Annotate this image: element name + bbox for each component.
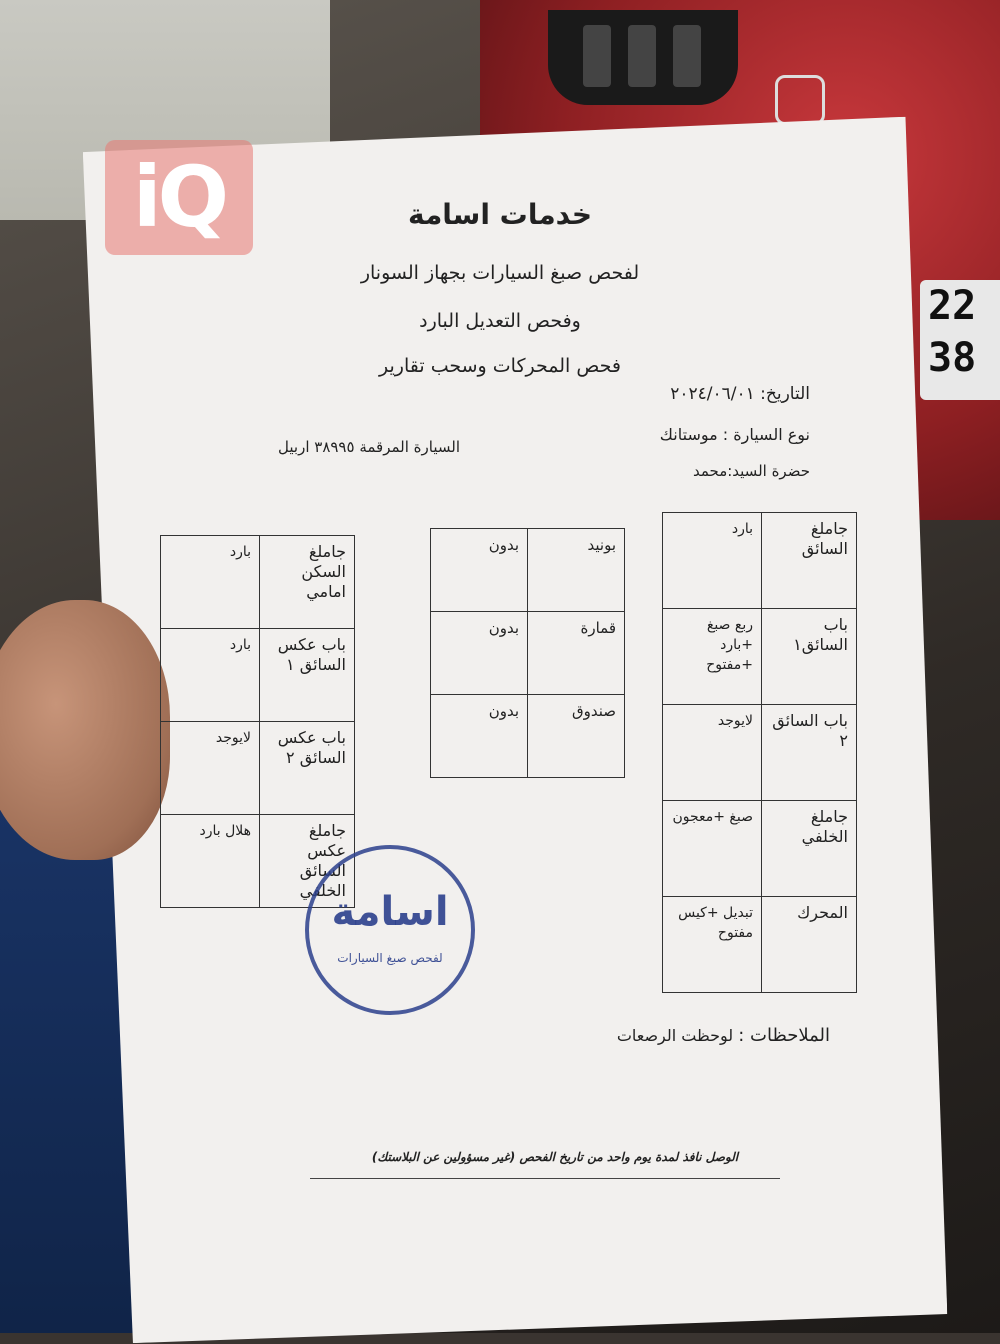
service-line-1: لفحص صبغ السيارات بجهاز السونار <box>360 262 640 284</box>
customer-name-field: حضرة السيد:محمد <box>692 462 810 480</box>
part-status: بارد <box>663 513 762 609</box>
part-label: بونيد <box>528 529 625 612</box>
part-label: قمارة <box>528 612 625 695</box>
table-row <box>431 529 625 612</box>
part-label: المحرك <box>762 897 857 993</box>
middle-inspection-table <box>430 528 625 778</box>
validity-footer: الوصل نافذ لمدة يوم واحد من تاريخ الفحص (غير مسؤولين عن البلاستك) <box>371 1150 739 1164</box>
right-inspection-table <box>662 512 857 993</box>
table-row <box>663 897 857 993</box>
holding-hand <box>0 600 170 860</box>
license-plate-text: 22 38 <box>928 283 977 381</box>
table-row <box>663 513 857 609</box>
part-status: لايوجد <box>663 705 762 801</box>
table-row <box>431 695 625 778</box>
part-status: بدون <box>431 612 528 695</box>
table-row <box>663 609 857 705</box>
part-label: جاملغ السائق <box>762 513 857 609</box>
company-stamp <box>305 845 475 1015</box>
iq-watermark-logo: iQ <box>105 140 253 255</box>
stamp-name: اسامة <box>331 889 449 935</box>
part-label: صندوق <box>528 695 625 778</box>
table-row <box>161 536 355 629</box>
notes-section <box>600 1025 830 1046</box>
car-tail-lamp <box>548 10 738 105</box>
part-status: تبديل +كيس مفتوح <box>663 897 762 993</box>
part-label: جاملغ السكن امامي <box>260 536 355 629</box>
part-label: جاملغ الخلفي <box>762 801 857 897</box>
footer-divider <box>310 1178 780 1179</box>
table-row <box>663 705 857 801</box>
part-status: بارد <box>161 629 260 722</box>
part-status: بارد <box>161 536 260 629</box>
date-field: التاريخ: ٢٠٢٤/٠٦/٠١ <box>670 384 810 404</box>
service-line-2: وفحص التعديل البارد <box>419 310 581 332</box>
part-label: باب السائق ٢ <box>762 705 857 801</box>
part-status: بدون <box>431 529 528 612</box>
stamp-subtitle: لفحص صبغ السيارات <box>337 951 443 965</box>
table-row <box>431 612 625 695</box>
service-line-3: فحص المحركات وسحب تقارير <box>379 355 621 377</box>
table-row <box>663 801 857 897</box>
part-status: ربع صبغ +بارد +مفتوح <box>663 609 762 705</box>
license-plate <box>920 280 1000 400</box>
part-status: لايوجد <box>161 722 260 815</box>
business-title: خدمات اسامة <box>407 198 593 231</box>
part-label: باب عكس السائق ١ <box>260 629 355 722</box>
part-label: جاملغ عكس السائق الخلفي <box>260 815 355 908</box>
notes-label: الملاحظات : <box>738 1025 830 1046</box>
car-type-field: نوع السيارة : موستانك <box>659 425 810 444</box>
car-camera-icon <box>775 75 825 125</box>
left-inspection-table <box>160 535 355 908</box>
part-label: باب السائق١ <box>762 609 857 705</box>
plate-number-field: السيارة المرقمة ٣٨٩٩٥ اربيل <box>278 438 460 456</box>
table-row <box>161 722 355 815</box>
part-status: بدون <box>431 695 528 778</box>
part-label: باب عكس السائق ٢ <box>260 722 355 815</box>
table-row <box>161 629 355 722</box>
part-status: صبغ +معجون <box>663 801 762 897</box>
part-status: هلال بارد <box>161 815 260 908</box>
notes-text: لوحظت الرصعات <box>616 1026 734 1045</box>
